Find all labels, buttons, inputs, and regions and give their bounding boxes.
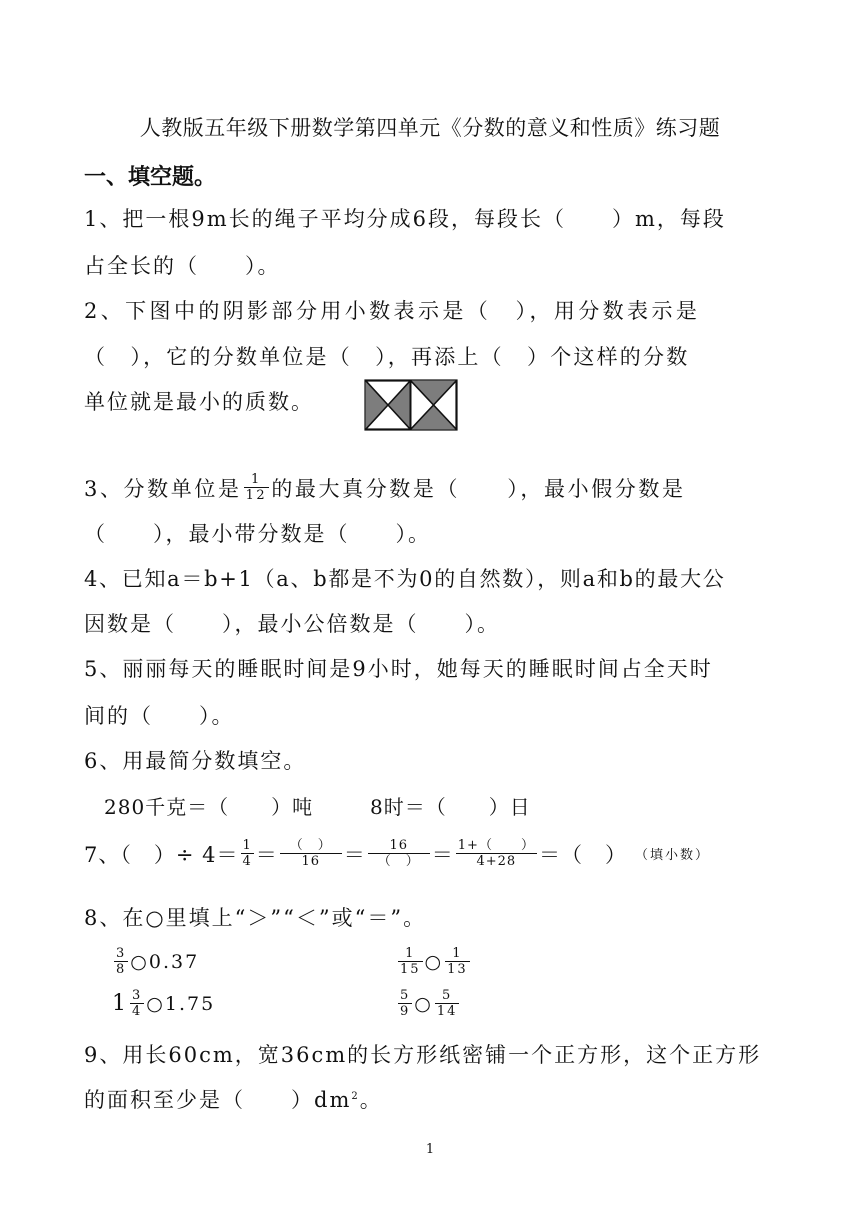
q3-prefix: 3、分数单位是 — [84, 476, 242, 501]
q7-line — [84, 838, 710, 869]
q7-fraction-1 — [241, 838, 254, 869]
q8-a-fraction — [114, 946, 128, 977]
q8-a-rest: ○0.37 — [130, 950, 200, 973]
q9-line2-end: 。 — [359, 1088, 383, 1112]
q7-f3-num: 16 — [389, 838, 409, 853]
q1-line1: 1、把一根9m长的绳子平均分成6段，每段长（ ）m，每段 — [84, 207, 726, 231]
q8-c-fraction — [130, 988, 144, 1019]
q7-note: （填小数） — [634, 848, 710, 863]
q8-b2-den: 13 — [447, 962, 468, 977]
page-title: 人教版五年级下册数学第四单元《分数的意义和性质》练习题 — [139, 116, 721, 140]
q6-item-1: 280千克＝（ ）吨 — [104, 795, 314, 819]
q8-item-d — [396, 988, 461, 1019]
q4-line1: 4、已知a＝b+1（a、b都是不为0的自然数），则a和b的最大公 — [84, 567, 726, 591]
q8-d-den: 9 — [400, 1004, 411, 1019]
q8-d-circle: ○ — [414, 992, 433, 1015]
q3-line2: （ ），最小带分数是（ ）。 — [84, 522, 431, 546]
q7-f1-den: 4 — [242, 854, 252, 869]
q8-b-fraction — [398, 946, 423, 977]
q9-line2-text: 的面积至少是（ ）dm — [84, 1088, 352, 1112]
q4-line2: 因数是（ ），最小公倍数是（ ）。 — [84, 612, 500, 636]
q8-d-fraction — [398, 988, 412, 1019]
q8-c-whole: 1 — [112, 991, 128, 1016]
q8-b2-num: 1 — [452, 946, 463, 961]
q7-f2-num: （ ） — [289, 838, 332, 853]
q2-line1: 2、下图中的阴影部分用小数表示是（ ），用分数表示是 — [84, 299, 701, 323]
q3-suffix: 的最大真分数是（ ），最小假分数是 — [271, 476, 686, 501]
q7-f4-den: 4+28 — [476, 854, 517, 869]
q8-item-a — [112, 946, 199, 977]
q7-f4-num: 1+（ ） — [457, 838, 535, 853]
q7-equals-1: ＝ — [255, 842, 278, 867]
q7-f1-num: 1 — [242, 838, 252, 853]
q3-line1 — [84, 472, 686, 503]
q7-fraction-3 — [368, 838, 430, 869]
q6-line1: 6、用最简分数填空。 — [84, 749, 307, 773]
q8-c-num: 3 — [132, 988, 143, 1003]
q5-line2: 间的（ ）。 — [84, 704, 235, 728]
section-heading: 一、填空题。 — [84, 165, 217, 190]
q8-c-den: 4 — [132, 1004, 143, 1019]
q5-line1: 5、丽丽每天的睡眠时间是9小时，她每天的睡眠时间占全天时 — [84, 657, 713, 681]
q8-b-circle: ○ — [424, 950, 444, 973]
q7-fraction-4 — [456, 838, 537, 869]
q1-line2: 占全长的（ ）。 — [84, 254, 281, 278]
q3-frac-den: 12 — [245, 488, 268, 503]
q7-prefix: 7、（ ）÷ 4＝ — [84, 842, 239, 867]
q2-line3: 单位就是最小的质数。 — [84, 390, 314, 414]
page-number: 1 — [425, 1142, 435, 1157]
shaded-rectangle-figure — [364, 379, 458, 431]
q7-equals-3: ＝ — [431, 842, 454, 867]
q8-b-num: 1 — [405, 946, 416, 961]
q9-superscript: 2 — [351, 1091, 360, 1102]
q3-fraction — [244, 472, 270, 503]
q7-equals-2: ＝ — [343, 842, 366, 867]
q8-item-b — [396, 946, 472, 977]
q9-line1: 9、用长60cm，宽36cm的长方形纸密铺一个正方形，这个正方形 — [84, 1043, 762, 1067]
q8-d2-fraction — [435, 988, 460, 1019]
q6-item-2: 8时＝（ ）日 — [370, 795, 531, 819]
q8-line1: 8、在○里填上“＞”“＜”或“＝”。 — [84, 906, 427, 930]
q8-b2-fraction — [445, 946, 470, 977]
q7-tail: ＝（ ） — [538, 842, 627, 867]
q7-f2-den: 16 — [301, 854, 321, 869]
q7-fraction-2 — [280, 838, 342, 869]
q2-line2: （ ），它的分数单位是（ ），再添上（ ）个这样的分数 — [84, 345, 690, 369]
q8-d2-den: 14 — [436, 1004, 458, 1019]
q8-item-c — [112, 988, 215, 1019]
q8-d2-num: 5 — [442, 988, 453, 1003]
q8-a-num: 3 — [116, 946, 127, 961]
q8-b-den: 15 — [400, 962, 421, 977]
q3-frac-num: 1 — [251, 472, 262, 487]
q8-a-den: 8 — [116, 962, 127, 977]
q8-d-num: 5 — [400, 988, 411, 1003]
q9-line2 — [84, 1084, 383, 1114]
q7-f3-den: （ ） — [377, 854, 420, 869]
q8-c-rest: ○1.75 — [146, 992, 216, 1015]
